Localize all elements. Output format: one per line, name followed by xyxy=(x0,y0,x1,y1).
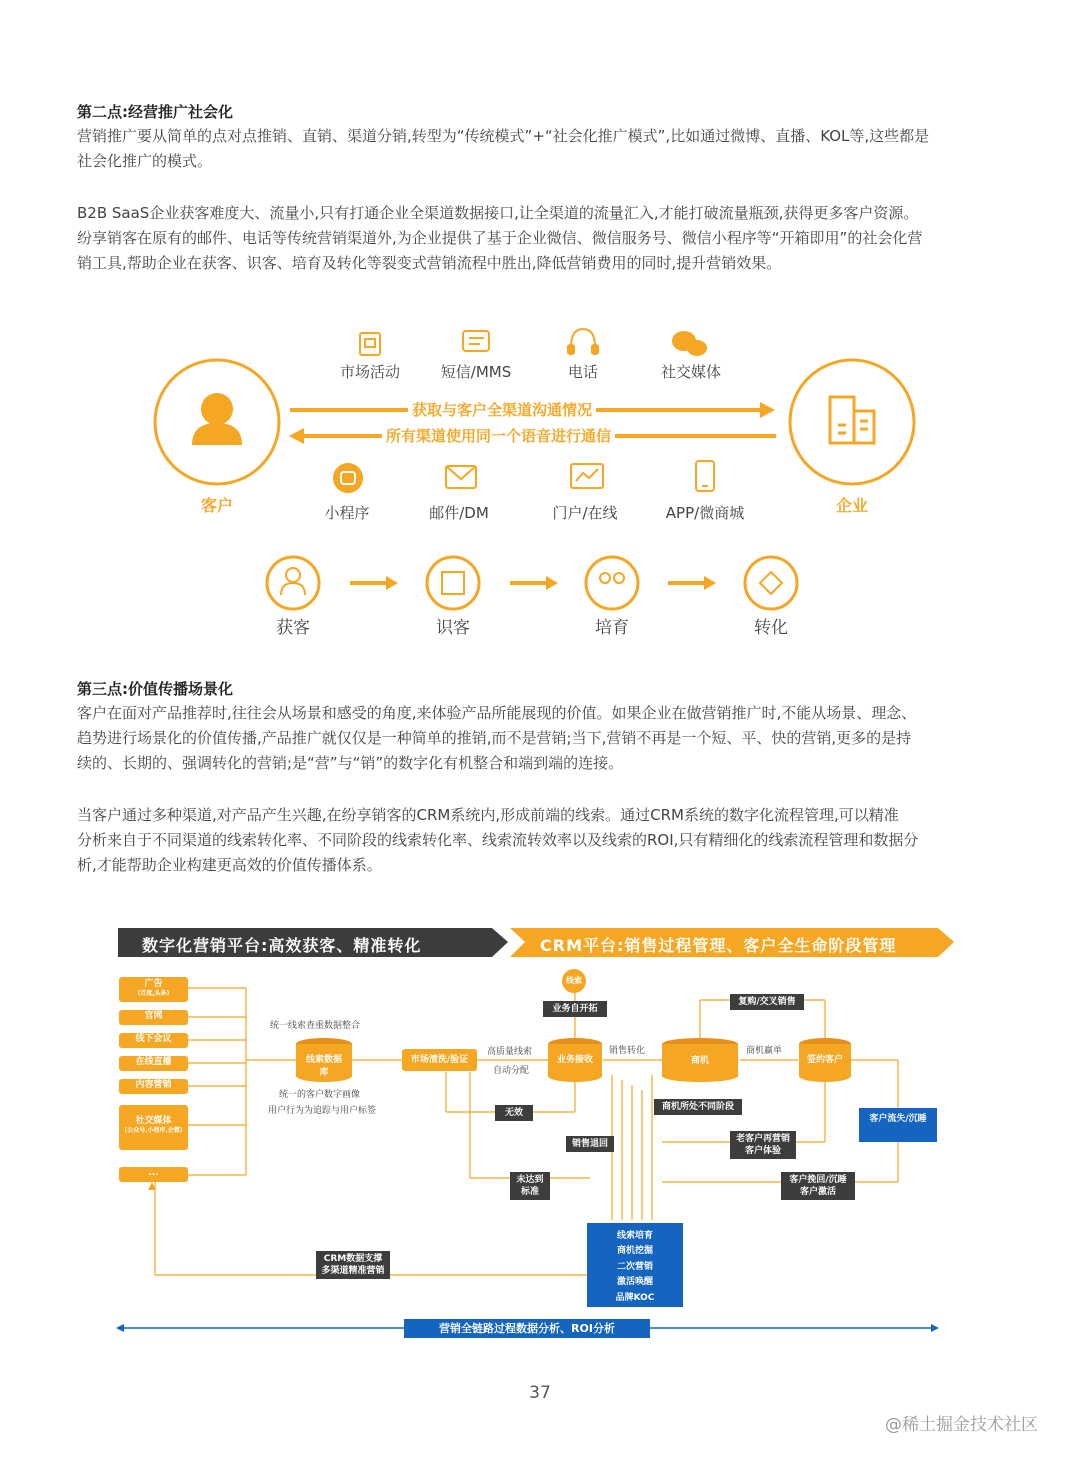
opp-win-label: 商机赢单 xyxy=(746,1046,783,1056)
text-line: 当客户通过多种渠道,对产品产生兴趣,在纷享销客的CRM系统内,形成前端的线索。通过CRM系统的数字化流程管理,可以精准 xyxy=(77,806,899,824)
hq-lead-label: 高质量线索 xyxy=(487,1047,533,1057)
text-line: 纷享销客在原有的邮件、电话等传统营销渠道外,为企业提供了基于企业微信、微信服务号、微信小程序等“开箱即用”的社会化营 xyxy=(77,229,923,247)
identify-icon xyxy=(427,557,479,609)
clue-label: 线索 xyxy=(566,976,582,985)
text-line: 社会化推广的模式。 xyxy=(77,152,213,170)
churn-box: 客户流失/沉睡 xyxy=(859,1108,937,1142)
nurture-icon xyxy=(586,557,638,609)
section3-paragraph-1 xyxy=(77,701,1007,776)
nurture-item: 线索培育 xyxy=(616,1231,653,1241)
source-content: 内容营销 xyxy=(119,1079,188,1094)
phone-icon xyxy=(571,329,595,347)
customer-label: 客户 xyxy=(200,496,233,515)
stage-identify: 识客 xyxy=(436,618,470,638)
source-sub: (公众号,小程序,企微) xyxy=(124,1127,183,1134)
lead-db-label: 线索数据库 xyxy=(305,1055,342,1078)
sms-icon xyxy=(463,331,489,351)
crm-support-box: CRM数据支撑多渠道精准营销 xyxy=(316,1251,390,1279)
wechat-icon xyxy=(672,331,707,356)
stage-nurture: 培育 xyxy=(595,618,629,638)
nurture-item: 品牌KOC xyxy=(615,1292,655,1303)
sales-convert-label: 销售转化 xyxy=(609,1046,646,1056)
text-line: 分析来自于不同渠道的线索转化率、不同阶段的线索转化率、线索流转效率以及线索的ROI,只有精细化的线索流程管理和数据分 xyxy=(77,831,919,849)
channel-social: 社交媒体 xyxy=(660,363,721,381)
self-develop-box: 业务自开拓 xyxy=(543,1001,607,1017)
channel-phone: 电话 xyxy=(567,363,598,381)
left-banner: 数字化营销平台:高效获客、精准转化 xyxy=(142,936,422,955)
biz-accept-label: 业务接收 xyxy=(556,1055,593,1065)
text-line: 客户在面对产品推荐时,往往会从场景和感受的角度,来体验产品所能展现的价值。如果企业在做营销推广时,不能从场景、理念、 xyxy=(77,704,917,722)
channel-sms: 短信/MMS xyxy=(440,363,512,381)
section3-heading: 第三点:价值传播场景化 xyxy=(77,680,233,698)
source-title: 广告 xyxy=(144,979,163,989)
person-icon xyxy=(201,393,233,425)
text-line: 营销推广要从简单的点对点推销、直销、渠道分销,转型为“传统模式”+“社会化推广模式”,比如通过微博、直播、KOL等,这些都是 xyxy=(77,127,930,145)
bottom-analytics-bar: 营销全链路过程数据分析、ROI分析 xyxy=(404,1319,650,1338)
market-clean-node: 市场清洗/验证 xyxy=(402,1049,477,1071)
old-customer-box: 老客户再营销客户体验 xyxy=(730,1131,796,1159)
section2-paragraph-2 xyxy=(77,201,1007,276)
lead-db-bottom-label-2: 用户行为为追踪与用户标签 xyxy=(268,1106,377,1116)
convert-icon xyxy=(745,557,797,609)
opportunity-label: 商机 xyxy=(690,1056,709,1066)
nurture-item: 二次营销 xyxy=(616,1261,653,1272)
source-ads xyxy=(119,977,188,1002)
section2-paragraph-1 xyxy=(77,124,1007,174)
source-website: 官网 xyxy=(119,1010,188,1025)
lead-db-bottom-label-1: 统一的客户数字画像 xyxy=(279,1090,361,1100)
signed-customer-label: 签约客户 xyxy=(806,1055,843,1065)
page-number: 37 xyxy=(529,1383,551,1403)
section3-paragraph-2 xyxy=(77,803,1007,878)
channel-portal: 门户/在线 xyxy=(552,504,618,522)
arrow-right-label: 获取与客户全渠道沟通情况 xyxy=(408,399,596,420)
watermark: @稀土掘金技术社区 xyxy=(885,1415,1038,1435)
text-line: B2B SaaS企业获客难度大、流量小,只有打通企业全渠道数据接口,让全渠道的流量汇入,才能打破流量瓶颈,获得更多客户资源。 xyxy=(77,204,919,222)
crm-flow-diagram xyxy=(0,920,1080,1350)
event-icon xyxy=(360,333,380,355)
channel-app: APP/微商城 xyxy=(665,504,745,522)
miniprogram-icon xyxy=(333,463,363,493)
channel-miniprogram: 小程序 xyxy=(324,504,370,522)
invalid-box: 无效 xyxy=(495,1105,533,1121)
channel-diagram xyxy=(0,315,1080,645)
nurture-box xyxy=(587,1223,683,1307)
right-banner: CRM平台:销售过程管理、客户全生命阶段管理 xyxy=(540,936,897,955)
section2-heading: 第二点:经营推广社会化 xyxy=(77,103,233,121)
text-line: 析,才能帮助企业构建更高效的价值传播体系。 xyxy=(77,856,382,874)
nurture-item: 商机挖掘 xyxy=(616,1246,653,1257)
source-title: 社交媒体 xyxy=(135,1116,172,1126)
source-more: ... xyxy=(119,1167,188,1182)
auto-assign-label: 自动分配 xyxy=(493,1066,530,1076)
text-line: 续的、长期的、强调转化的营销;是“营”与“销”的数字化有机整合和端到端的连接。 xyxy=(77,754,624,772)
stage-acquire: 获客 xyxy=(276,618,310,638)
channel-mail: 邮件/DM xyxy=(429,504,489,522)
source-sub: (百度,头条) xyxy=(137,990,170,997)
source-offline: 线下会议 xyxy=(119,1033,188,1048)
stage-convert: 转化 xyxy=(754,618,788,638)
winback-box: 客户挽回/沉睡客户激活 xyxy=(781,1172,855,1200)
source-live: 在线直播 xyxy=(119,1056,188,1071)
channel-market-event: 市场活动 xyxy=(339,363,400,381)
sales-return-box: 销售退回 xyxy=(566,1136,614,1152)
enterprise-label: 企业 xyxy=(835,496,868,515)
repurchase-box: 复购/交叉销售 xyxy=(730,994,804,1010)
enterprise-circle xyxy=(790,360,914,484)
not-reach-box: 未达到标准 xyxy=(510,1172,550,1200)
source-social xyxy=(119,1105,188,1150)
text-line: 趋势进行场景化的价值传播,产品推广就仅仅是一种简单的推销,而不是营销;当下,营销不再是一个短、平、快的营销,更多的是持 xyxy=(77,729,912,747)
opp-stages-box: 商机所处不同阶段 xyxy=(654,1099,742,1115)
nurture-item: 激活唤醒 xyxy=(616,1277,653,1288)
lead-db-top-label: 统一线索查重数据整合 xyxy=(270,1021,361,1031)
arrow-left-label: 所有渠道使用同一个语音进行通信 xyxy=(382,425,615,446)
text-line: 销工具,帮助企业在获客、识客、培育及转化等裂变式营销流程中胜出,降低营销费用的同时,提升营销效果。 xyxy=(77,254,782,272)
